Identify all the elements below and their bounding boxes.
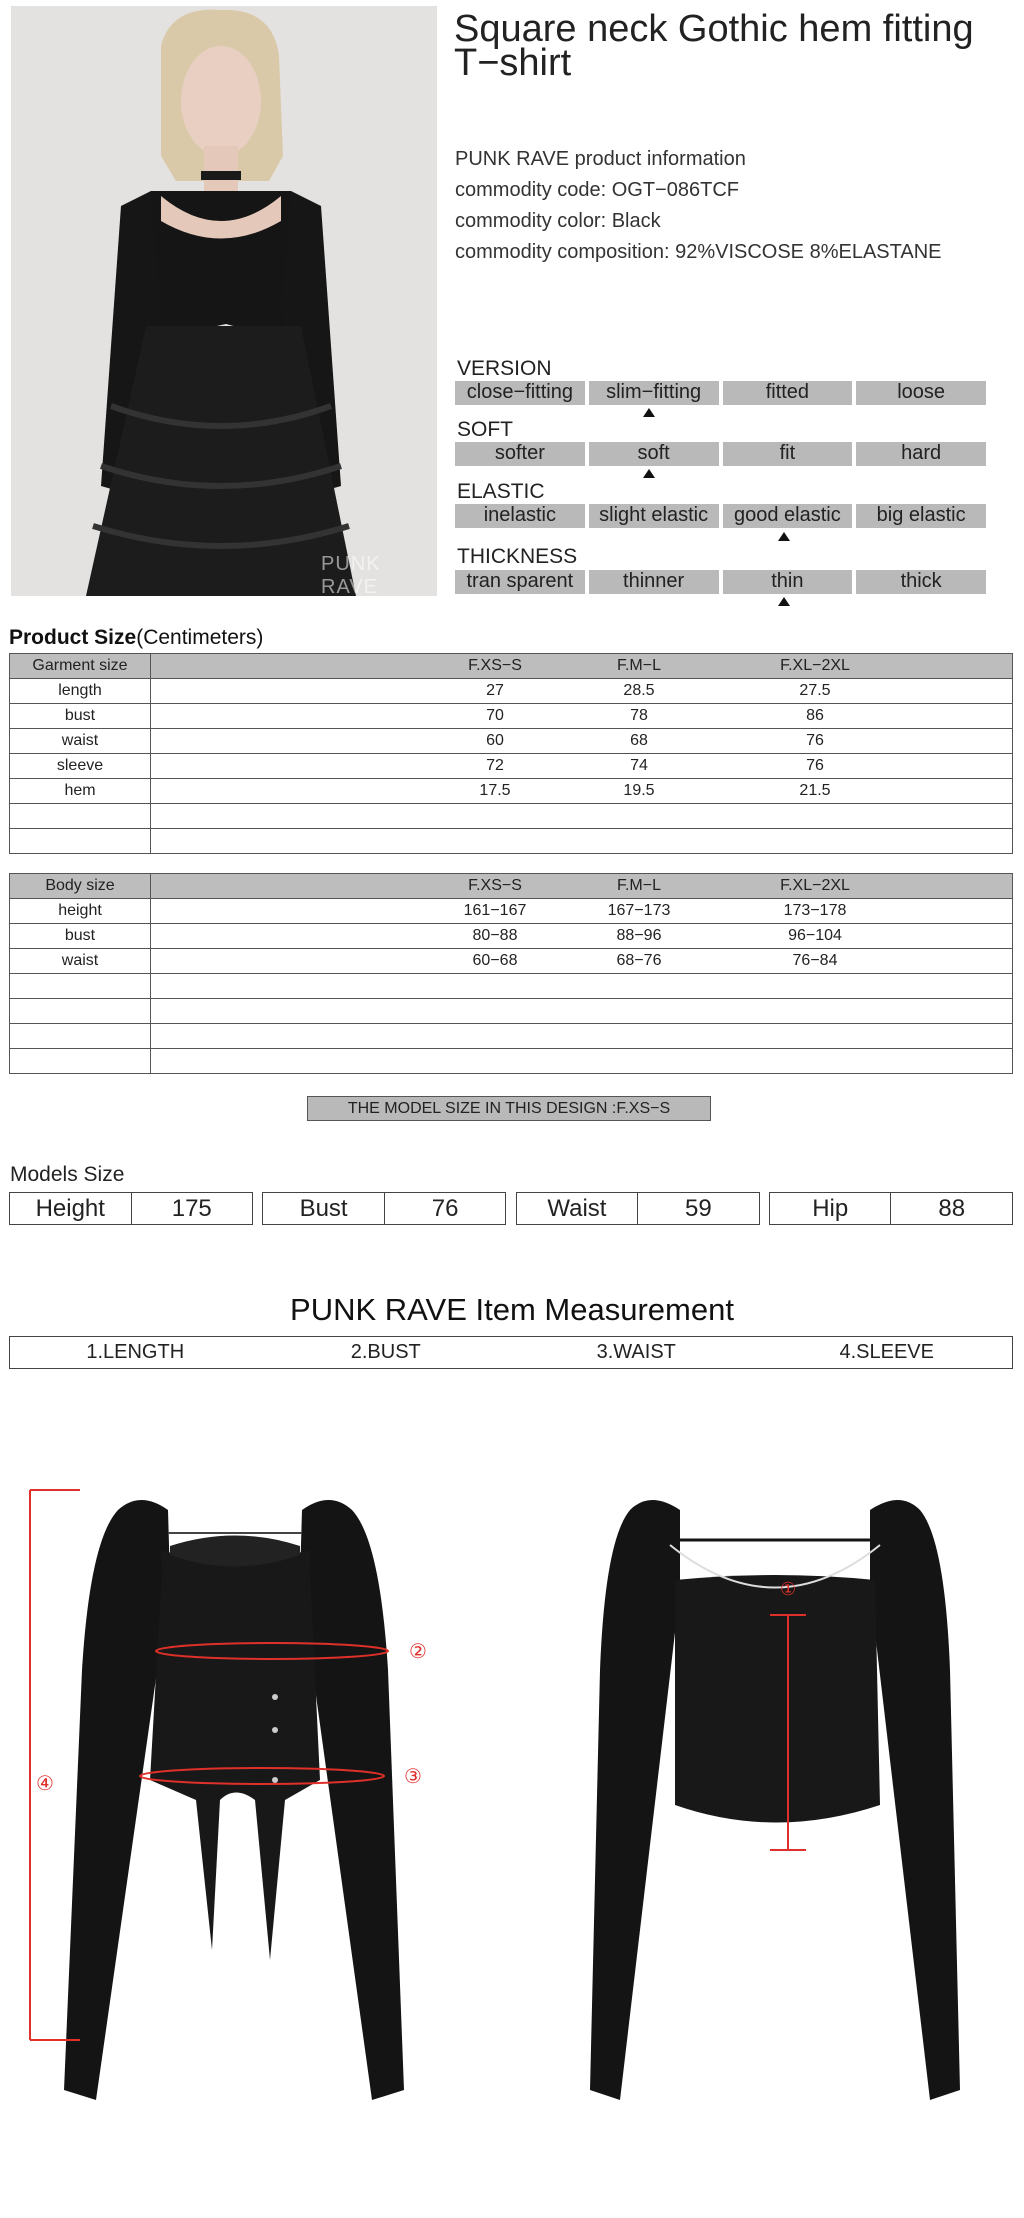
row-values — [151, 949, 1013, 974]
table-cell: 72 — [486, 757, 504, 774]
commodity-color: commodity color: Black — [455, 210, 661, 232]
scale-option: fit — [723, 442, 853, 466]
scale-option: softer — [455, 442, 585, 466]
commodity-composition: commodity composition: 92%VISCOSE 8%ELASTANE — [455, 241, 942, 263]
model-measure-waist — [516, 1192, 760, 1225]
row-label — [10, 804, 151, 829]
table-cell: 21.5 — [799, 782, 831, 799]
table-row — [10, 974, 1013, 999]
back-garment — [590, 1500, 960, 2100]
row-values — [151, 679, 1013, 704]
table-header-cell: F.M−L — [616, 657, 661, 674]
scale-option: hard — [856, 442, 986, 466]
row-label — [10, 1024, 151, 1049]
table-cell: 161−167 — [463, 902, 527, 919]
table-row — [10, 804, 1013, 829]
table-cell: 60−68 — [472, 952, 518, 969]
row-label: sleeve — [10, 754, 151, 779]
row-values — [151, 974, 1013, 999]
row-values — [151, 704, 1013, 729]
selected-marker-soft — [643, 469, 655, 478]
table-header-cell: F.M−L — [616, 877, 661, 894]
row-values — [151, 754, 1013, 779]
table-header-values — [151, 874, 1013, 899]
table-row — [10, 754, 1013, 779]
table-row — [10, 999, 1013, 1024]
product-info — [455, 144, 941, 268]
table-row — [10, 899, 1013, 924]
table-header-cell: Garment size — [10, 654, 151, 679]
row-values — [151, 729, 1013, 754]
row-label: waist — [10, 949, 151, 974]
product-size-unit: (Centimeters) — [136, 626, 264, 649]
table-cell: 76 — [806, 732, 824, 749]
garment-svg — [0, 1440, 1024, 2120]
table-cell: 60 — [486, 732, 504, 749]
table-cell: 96−104 — [788, 927, 842, 944]
table-row — [10, 679, 1013, 704]
selected-marker-version — [643, 408, 655, 417]
table-cell: 76 — [806, 757, 824, 774]
table-cell: 28.5 — [623, 682, 655, 699]
attr-label-soft: SOFT — [457, 418, 513, 441]
attr-label-thickness: THICKNESS — [457, 545, 578, 568]
table-cell: 88−96 — [616, 927, 662, 944]
measurement-title: PUNK RAVE Item Measurement — [290, 1292, 734, 1327]
attr-label-version: VERSION — [457, 357, 552, 380]
table-row — [10, 729, 1013, 754]
watermark-text: PUNK RAVE — [321, 553, 381, 596]
scale-option: thin — [723, 570, 853, 594]
table-cell: 27.5 — [799, 682, 831, 699]
row-label: bust — [10, 704, 151, 729]
models-size-title: Models Size — [10, 1163, 125, 1186]
row-values — [151, 899, 1013, 924]
scale-option: thick — [856, 570, 986, 594]
scale-option: slight elastic — [589, 504, 719, 528]
row-label — [10, 974, 151, 999]
product-photo — [11, 6, 437, 596]
table-cell: 173−178 — [783, 902, 847, 919]
row-values — [151, 999, 1013, 1024]
marker-4: ④ — [36, 1771, 54, 1795]
row-values — [151, 829, 1013, 854]
model-illustration — [11, 6, 437, 596]
row-values — [151, 779, 1013, 804]
scale-option: loose — [856, 381, 986, 405]
scale-thickness — [455, 570, 986, 594]
measurement-item: 2.BUST — [350, 1341, 421, 1363]
scale-option: close−fitting — [455, 381, 585, 405]
models-size-table — [9, 1192, 1013, 1225]
row-values — [151, 924, 1013, 949]
table-header-row — [10, 874, 1013, 899]
row-label — [10, 829, 151, 854]
row-values — [151, 1049, 1013, 1074]
table-cell: 80−88 — [472, 927, 518, 944]
row-label — [10, 999, 151, 1024]
table-header-row — [10, 654, 1013, 679]
table-header-cell: F.XS−S — [468, 657, 522, 674]
table-row — [10, 949, 1013, 974]
product-size-heading — [9, 626, 263, 650]
table-row — [10, 1024, 1013, 1049]
row-label: bust — [10, 924, 151, 949]
model-measure-label: Height — [10, 1193, 132, 1224]
scale-version — [455, 381, 986, 405]
table-row — [10, 779, 1013, 804]
model-measure-hip — [769, 1192, 1013, 1225]
row-label: waist — [10, 729, 151, 754]
model-measure-value: 88 — [938, 1195, 966, 1222]
scale-option: fitted — [723, 381, 853, 405]
table-row — [10, 924, 1013, 949]
measurement-item: 4.SLEEVE — [839, 1341, 934, 1363]
table-cell: 68−76 — [616, 952, 662, 969]
table-cell: 27 — [486, 682, 504, 699]
brand-line: PUNK RAVE product information — [455, 148, 746, 170]
measurement-legend — [9, 1336, 1013, 1369]
body-size-table — [9, 873, 1013, 1074]
table-cell: 78 — [630, 707, 648, 724]
front-garment — [64, 1500, 404, 2100]
attr-label-elastic: ELASTIC — [457, 480, 545, 503]
table-header-cell: Body size — [10, 874, 151, 899]
row-values — [151, 1024, 1013, 1049]
scale-option: inelastic — [455, 504, 585, 528]
marker-2: ② — [409, 1639, 427, 1663]
table-row — [10, 704, 1013, 729]
table-cell: 86 — [806, 707, 824, 724]
model-size-note: THE MODEL SIZE IN THIS DESIGN :F.XS−S — [307, 1096, 711, 1121]
measurement-item: 3.WAIST — [596, 1341, 676, 1363]
model-measure-label: Waist — [517, 1193, 639, 1224]
scale-option: good elastic — [723, 504, 853, 528]
table-header-cell: F.XL−2XL — [780, 657, 850, 674]
product-size-label: Product Size — [9, 626, 137, 649]
model-measure-value: 76 — [431, 1195, 459, 1222]
table-cell: 68 — [630, 732, 648, 749]
table-cell: 76−84 — [792, 952, 838, 969]
table-row — [10, 829, 1013, 854]
table-cell: 74 — [630, 757, 648, 774]
table-header-cell: F.XS−S — [468, 877, 522, 894]
table-header-cell: F.XL−2XL — [780, 877, 850, 894]
table-cell: 19.5 — [623, 782, 655, 799]
scale-option: big elastic — [856, 504, 986, 528]
row-values — [151, 804, 1013, 829]
scale-option: tran sparent — [455, 570, 585, 594]
scale-option: slim−fitting — [589, 381, 719, 405]
table-cell: 17.5 — [479, 782, 511, 799]
model-measure-height — [9, 1192, 253, 1225]
product-title: Square neck Gothic hem fitting T−shirt — [454, 8, 974, 84]
model-measure-label: Hip — [770, 1193, 892, 1224]
table-header-values — [151, 654, 1013, 679]
garment-diagrams — [0, 1440, 1024, 2125]
model-measure-bust — [262, 1192, 506, 1225]
scale-option: soft — [589, 442, 719, 466]
scale-elastic — [455, 504, 986, 528]
scale-option: thinner — [589, 570, 719, 594]
table-row — [10, 1049, 1013, 1074]
marker-1: ① — [780, 1579, 797, 1600]
measurement-item: 1.LENGTH — [86, 1341, 185, 1363]
row-label: length — [10, 679, 151, 704]
commodity-code: commodity code: OGT−086TCF — [455, 179, 739, 201]
row-label: height — [10, 899, 151, 924]
table-cell: 167−173 — [607, 902, 671, 919]
table-cell: 70 — [486, 707, 504, 724]
model-measure-label: Bust — [263, 1193, 385, 1224]
model-measure-value: 175 — [171, 1195, 212, 1222]
model-measure-value: 59 — [685, 1195, 712, 1222]
garment-size-table — [9, 653, 1013, 854]
scale-soft — [455, 442, 986, 466]
row-label: hem — [10, 779, 151, 804]
selected-marker-elastic — [778, 532, 790, 541]
selected-marker-thickness — [778, 597, 790, 606]
marker-3: ③ — [404, 1764, 422, 1788]
row-label — [10, 1049, 151, 1074]
